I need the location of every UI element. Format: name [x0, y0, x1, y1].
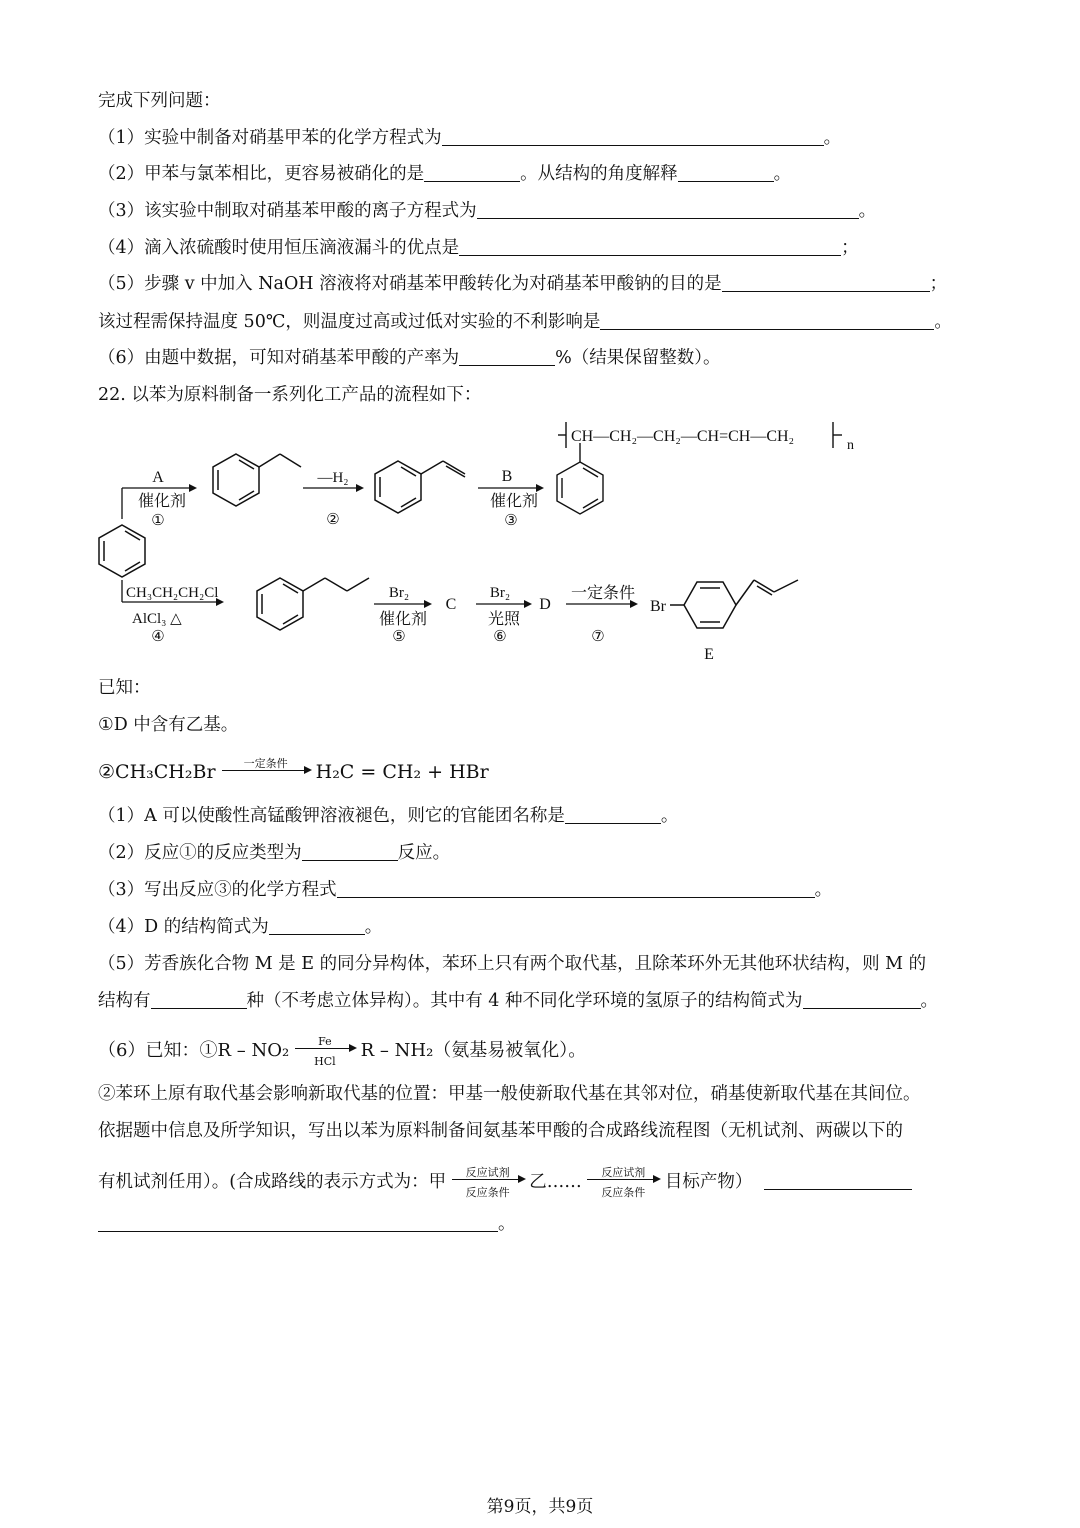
- r5-number: ⑤: [392, 629, 406, 645]
- q22-sub6-d-text: 有机试剂任用）。(合成路线的表示方式为：甲: [98, 1172, 447, 1192]
- q21-part2-text: （2）甲苯与氯苯相比，更容易被硝化的是: [98, 164, 425, 184]
- known-1: ①D 中含有乙基。: [98, 715, 239, 735]
- r1-number: ①: [151, 513, 165, 529]
- answer-blank[interactable]: [269, 916, 365, 935]
- compound-d: D: [539, 596, 551, 613]
- q22-sub6-d-mid: 乙……: [529, 1172, 582, 1192]
- q22-sub6-b: ②苯环上原有取代基会影响新取代基的位置：甲基一般使新取代基在其邻对位，硝基使新取代基在其间位。: [98, 1084, 921, 1104]
- answer-blank[interactable]: [302, 842, 398, 861]
- r7-top: 一定条件: [570, 585, 636, 602]
- condition-arrow: [222, 756, 310, 790]
- q22-sub5-text-b: 结构有: [98, 991, 151, 1011]
- propylbenzene: [257, 578, 369, 630]
- q22-sub6-answer: 。: [98, 1212, 516, 1236]
- answer-blank[interactable]: [424, 163, 520, 182]
- q22-sub6-pre: （6）已知：①R – NO₂: [98, 1040, 290, 1061]
- q22-sub3-text: （3）写出反应③的化学方程式: [98, 880, 337, 900]
- r3-number: ③: [504, 513, 518, 529]
- route-arrow-1: [452, 1165, 524, 1199]
- r1-top: A: [152, 469, 164, 486]
- q22-sub1: （1）A 可以使酸性高锰酸钾溶液褪色，则它的官能团名称是 。: [98, 806, 679, 826]
- route-arrow-2: [587, 1165, 659, 1199]
- r4-top: CH₃CH₂CH₂Cl: [126, 585, 219, 601]
- answer-blank[interactable]: [678, 163, 774, 182]
- condition-label: 反应条件: [465, 1186, 510, 1199]
- q22-sub5-cont: 结构有 种（不考虑立体异构）。其中有 4 种不同化学环境的氢原子的结构简式为 。: [98, 991, 939, 1011]
- q22-sub2: [98, 841, 450, 865]
- q21-part6: [98, 346, 721, 370]
- compound-c: C: [445, 596, 457, 613]
- r5-top: Br₂: [388, 585, 410, 601]
- q22-sub2-text-b: 反应。: [397, 843, 451, 863]
- fe-hcl-arrow: [295, 1034, 355, 1068]
- reaction-scheme: [0, 410, 1080, 670]
- answer-blank[interactable]: [803, 990, 921, 1009]
- q21-part5-cont: 该过程需保持温度 50℃，则温度过高或过低对实验的不利影响是 。: [98, 312, 952, 332]
- r3-top: B: [501, 468, 513, 485]
- q22-sub6-c: 依据题中信息及所学知识，写出以苯为原料制备间氨基苯甲酸的合成路线流程图（无机试剂、两碳以下的: [98, 1121, 903, 1141]
- q22-sub5-text-c: 种（不考虑立体异构）。其中有 4 种不同化学环境的氢原子的结构简式为: [246, 991, 803, 1011]
- q22-sub4-text: （4）D 的结构简式为: [98, 917, 269, 937]
- answer-blank[interactable]: [151, 990, 247, 1009]
- r4-bottom: AlCl₃ △: [132, 611, 182, 627]
- q22-sub6-post: R – NH₂（氨基易被氧化）。: [360, 1040, 587, 1061]
- q21-part1-text: （1）实验中制备对硝基甲苯的化学方程式为: [98, 128, 442, 148]
- q22-sub6-d-end: 目标产物）: [664, 1172, 753, 1192]
- known-2: [98, 756, 489, 790]
- q22-sub5: （5）芳香族化合物 M 是 E 的同分异构体，苯环上只有两个取代基，且除苯环外无其他环状结构，则 M 的: [98, 954, 927, 974]
- reagent-label: 反应试剂: [601, 1166, 646, 1179]
- compound-e-label: E: [704, 646, 714, 663]
- answer-blank[interactable]: [442, 127, 824, 146]
- q21-part6-text-b: %（结果保留整数）。: [555, 348, 721, 368]
- q22-title: 22. 以苯为原料制备一系列化工产品的流程如下：: [98, 385, 482, 405]
- r4-number: ④: [151, 629, 165, 645]
- q22-sub2-text: （2）反应①的反应类型为: [98, 843, 302, 863]
- q21-part3-text: （3）该实验中制取对硝基苯甲酸的离子方程式为: [98, 201, 477, 221]
- r1-bottom: 催化剂: [137, 493, 187, 510]
- answer-blank[interactable]: [764, 1171, 912, 1190]
- known-2-left: ②CH₃CH₂Br: [98, 761, 216, 783]
- r6-top: Br₂: [489, 585, 511, 601]
- hcl-label: HCl: [314, 1055, 336, 1068]
- answer-blank[interactable]: [477, 200, 859, 219]
- answer-blank[interactable]: [600, 311, 934, 330]
- page-footer: 第9页，共9页: [486, 1497, 594, 1517]
- answer-blank[interactable]: [722, 273, 930, 292]
- compound-e-structure: [670, 580, 798, 628]
- r7-number: ⑦: [591, 629, 605, 645]
- r6-number: ⑥: [493, 629, 507, 645]
- q21-part6-text: （6）由题中数据，可知对硝基苯甲酸的产率为: [98, 348, 460, 368]
- answer-blank[interactable]: [565, 805, 661, 824]
- q22-sub4: （4）D 的结构简式为 。: [98, 917, 383, 937]
- ethylbenzene: [213, 454, 301, 506]
- polymer-chain: CH—CH₂—CH₂—CH=CH—CH₂: [571, 428, 795, 445]
- q21-part3: （3）该实验中制取对硝基苯甲酸的离子方程式为 。: [98, 201, 877, 221]
- q21-part4-text: （4）滴入浓硫酸时使用恒压滴液漏斗的优点是: [98, 238, 460, 258]
- q22-sub1-text: （1）A 可以使酸性高锰酸钾溶液褪色，则它的官能团名称是: [98, 806, 565, 826]
- q21-part5-text: （5）步骤 v 中加入 NaOH 溶液将对硝基苯甲酸转化为对硝基苯甲酸钠的目的是: [98, 274, 722, 294]
- r2-top: —H₂: [317, 470, 349, 486]
- bromo-label: Br: [650, 598, 666, 615]
- fe-label: Fe: [318, 1035, 332, 1048]
- q21-part5-text-b: 该过程需保持温度 50℃，则温度过高或过低对实验的不利影响是: [98, 312, 601, 332]
- polymer-n: n: [847, 438, 854, 453]
- q21-part2: （2）甲苯与氯苯相比，更容易被硝化的是 。从结构的角度解释 。: [98, 164, 792, 184]
- reagent-label: 反应试剂: [465, 1166, 510, 1179]
- r6-bottom: 光照: [487, 611, 521, 628]
- condition-label: 反应条件: [601, 1186, 646, 1199]
- q22-sub6-d: [98, 1165, 912, 1199]
- answer-blank[interactable]: [459, 237, 841, 256]
- known-2-right: H₂C = CH₂ + HBr: [315, 761, 489, 783]
- q21-part5: （5）步骤 v 中加入 NaOH 溶液将对硝基苯甲酸转化为对硝基苯甲酸钠的目的是 ；: [98, 274, 948, 294]
- r5-bottom: 催化剂: [378, 611, 428, 628]
- q22-sub3: （3）写出反应③的化学方程式 。: [98, 880, 833, 900]
- answer-blank[interactable]: [98, 1213, 498, 1232]
- answer-blank[interactable]: [459, 347, 555, 366]
- q21-part4: （4）滴入浓硫酸时使用恒压滴液漏斗的优点是 ；: [98, 238, 859, 258]
- q21-part1: （1）实验中制备对硝基甲苯的化学方程式为 。: [98, 128, 842, 148]
- known-label: 已知：: [98, 678, 151, 698]
- answer-blank[interactable]: [337, 879, 815, 898]
- benzene-start: [99, 525, 145, 577]
- r3-bottom: 催化剂: [489, 493, 539, 510]
- r2-number: ②: [326, 512, 340, 528]
- condition-text: 一定条件: [243, 757, 288, 770]
- q22-sub6: [98, 1034, 586, 1068]
- intro-text: 完成下列问题：: [98, 91, 221, 111]
- q21-part2-text-b: 。从结构的角度解释: [520, 164, 678, 184]
- styrene: [375, 461, 465, 513]
